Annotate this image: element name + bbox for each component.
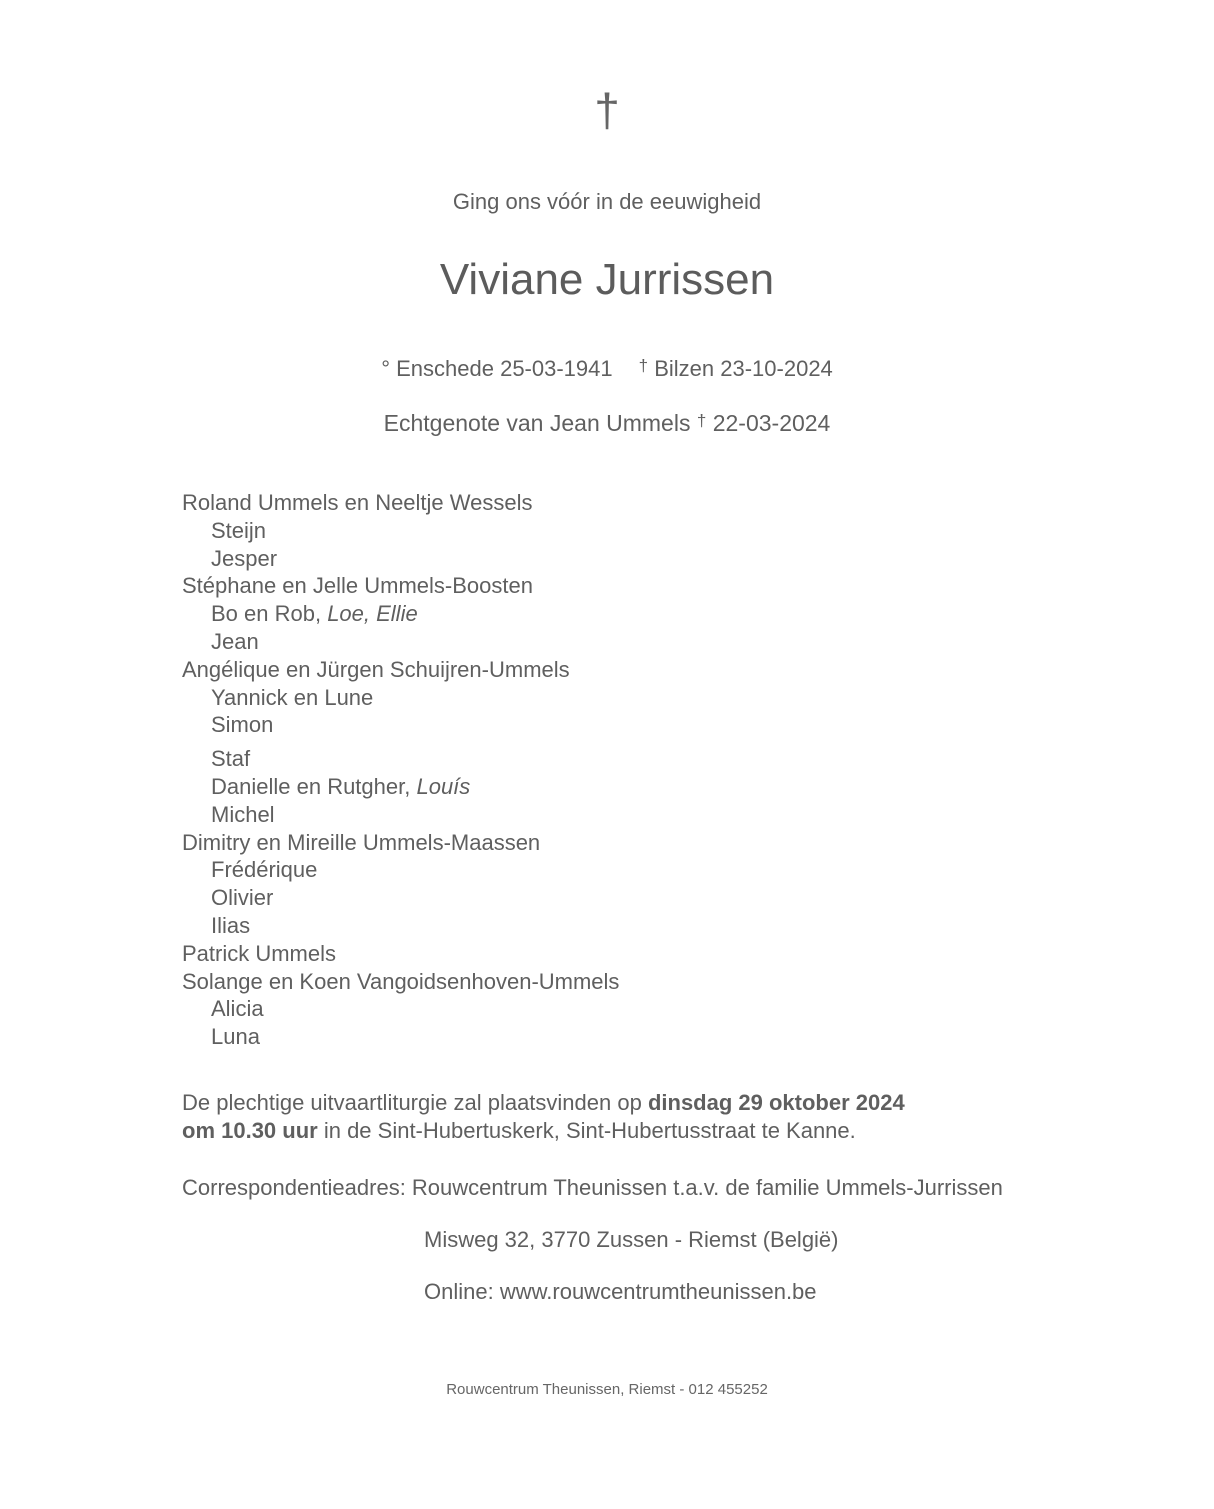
family-child-row: [182, 572, 619, 600]
footer-text: Rouwcentrum Theunissen, Riemst - 012 455252: [446, 1381, 768, 1398]
birth-mark: °: [381, 356, 390, 381]
correspondence-recipient: Rouwcentrum Theunissen t.a.v. de familie Ummels-Jurrissen: [411, 1175, 1003, 1200]
family-name: Stéphane en Jelle Ummels-Boosten: [182, 573, 533, 599]
family-child-row: [182, 489, 619, 517]
funeral-info: [182, 1089, 905, 1145]
family-grandchild-row: [182, 545, 619, 573]
family-grandchild-row: [182, 801, 619, 829]
intro-text: Ging ons vóór in de eeuwigheid: [452, 189, 762, 214]
spouse-cross-icon: †: [696, 411, 707, 430]
funeral-date: dinsdag 29 oktober 2024: [647, 1090, 905, 1115]
spouse-text: Echtgenote van Jean Ummels: [383, 410, 691, 436]
family-name: Luna: [211, 1024, 260, 1050]
funeral-time: om 10.30 uur: [182, 1118, 318, 1143]
funeral-text-2: in de Sint-Hubertuskerk, Sint-Hubertusstraat te Kanne.: [317, 1118, 856, 1143]
family-child-row: [182, 829, 619, 857]
spouse-date: 22-03-2024: [712, 410, 831, 436]
family-name: Ilias: [211, 912, 251, 938]
family-name-italic: Louís: [416, 773, 471, 799]
family-grandchild-row: [182, 517, 619, 545]
family-name: Patrick Ummels: [182, 940, 337, 966]
family-grandchild-row: [182, 745, 619, 773]
spouse-line: [0, 408, 1214, 441]
correspondence-line: [182, 1174, 1003, 1202]
family-grandchild-row: [182, 684, 619, 712]
correspondence-label: Correspondentieadres:: [182, 1175, 412, 1200]
family-name: Roland Ummels en Neeltje Wessels: [182, 490, 533, 515]
family-child-row: [182, 968, 619, 996]
cross-icon: †: [594, 84, 620, 136]
life-dates: [0, 355, 1214, 385]
correspondence-address: Misweg 32, 3770 Zussen - Riemst (België): [424, 1227, 839, 1252]
family-name: Michel: [211, 801, 275, 827]
birth-info: Enschede 25-03-1941: [396, 356, 613, 381]
family-name: Jean: [211, 628, 259, 654]
family-name: Bo en Rob,: [211, 601, 328, 627]
family-name: Solange en Koen Vangoidsenhoven-Ummels: [182, 968, 620, 994]
family-grandchild-row: [182, 628, 619, 656]
family-child-row: [182, 940, 619, 968]
family-name: Steijn: [211, 517, 267, 543]
family-name: Staf: [211, 746, 251, 772]
family-name: Angélique en Jürgen Schuijren-Ummels: [182, 656, 570, 682]
death-info: Bilzen 23-10-2024: [654, 356, 833, 381]
death-cross-icon: †: [638, 356, 649, 375]
family-name: Dimitry en Mireille Ummels-Maassen: [182, 829, 541, 855]
family-grandchild-row: [182, 711, 619, 739]
family-grandchild-row: [182, 773, 619, 801]
family-name: Alicia: [211, 996, 264, 1022]
family-name: Frédérique: [211, 857, 318, 883]
family-grandchild-row: [182, 1023, 619, 1051]
family-grandchild-row: [182, 884, 619, 912]
family-name: Simon: [211, 712, 274, 738]
family-grandchild-row: [182, 912, 619, 940]
family-name: Jesper: [211, 545, 278, 571]
family-list: [182, 489, 619, 1051]
family-name: Danielle en Rutgher,: [211, 773, 417, 799]
funeral-line-2: [182, 1117, 905, 1145]
family-child-row: [182, 656, 619, 684]
family-grandchild-row: [182, 995, 619, 1023]
family-name: Yannick en Lune: [211, 684, 374, 710]
online-link[interactable]: Online: www.rouwcentrumtheunissen.be: [424, 1279, 817, 1304]
funeral-text-1: De plechtige uitvaartliturgie zal plaatsvinden op: [182, 1090, 648, 1115]
funeral-line-1: [182, 1089, 905, 1117]
family-grandchild-row: [182, 856, 619, 884]
family-name-italic: Loe, Ellie: [327, 601, 418, 627]
family-grandchild-row: [182, 600, 619, 628]
family-name: Olivier: [211, 885, 274, 911]
deceased-name: Viviane Jurrissen: [439, 255, 775, 304]
